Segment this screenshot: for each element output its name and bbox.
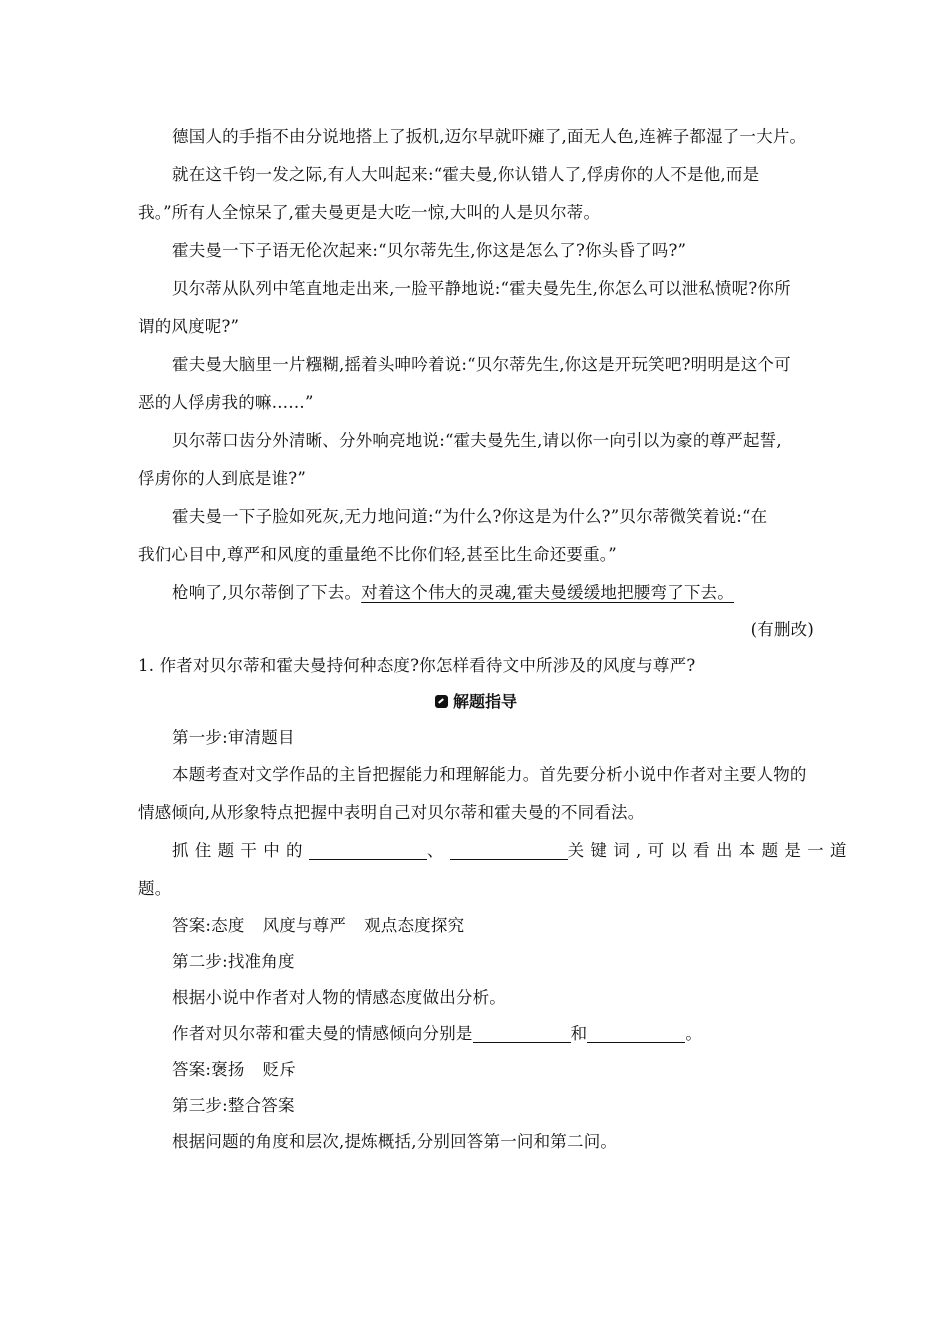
story-paragraph-5-line-2: 恶的人俘虏我的嘛……” [138,393,314,412]
step-2-answer [138,1052,814,1088]
answer-item-4: 褒扬 [211,1060,245,1079]
fill-prompt-text-2: 关键词,可以看出本题是一道 [567,841,853,860]
fill-and: 和 [570,1024,588,1043]
story-paragraph-2-line-1: 就在这千钧一发之际,有人大叫起来:“霍夫曼,你认错人了,俘虏你的人不是他,而是 [172,165,760,184]
guide-title-text: 解题指导 [452,692,517,711]
step-1-fill-line [138,832,853,870]
step-3-title: 第三步:整合答案 [172,1096,295,1115]
guide-title [138,684,814,720]
question-1: 1. 作者对贝尔蒂和霍夫曼持何种态度?你怎样看待文中所涉及的风度与尊严? [138,656,696,675]
step-1-title: 第一步:审清题目 [172,728,295,747]
document-page [138,118,853,1160]
edit-note-icon [435,695,448,708]
fill-blank-keyword-1[interactable] [309,843,427,860]
fill-blank-attitude-2[interactable] [587,1026,685,1043]
story-paragraph-7-line-1: 霍夫曼一下子脸如死灰,无力地问道:“为什么?你这是为什么?”贝尔蒂微笑着说:“在 [172,507,768,526]
step-2-fill-line [138,1016,814,1052]
answer-item-5: 贬斥 [262,1060,296,1079]
fill-separator: 、 [426,841,450,860]
source-note: (有删改) [750,620,814,639]
step-1-fill-line-end: 题。 [138,879,172,898]
step-2-paragraph: 根据小说中作者对人物的情感态度做出分析。 [172,988,506,1007]
story-paragraph-3: 霍夫曼一下子语无伦次起来:“贝尔蒂先生,你这是怎么了?你头昏了吗?” [172,241,687,260]
story-paragraph-7-line-2: 我们心目中,尊严和风度的重量绝不比你们轻,甚至比生命还要重。” [138,545,617,564]
story-paragraph-4-line-2: 谓的风度呢?” [138,317,240,336]
fill-blank-keyword-2[interactable] [450,843,568,860]
underlined-sentence: 对着这个伟大的灵魂,霍夫曼缓缓地把腰弯了下去。 [361,583,735,602]
fill-prompt-text: 抓住题干中的 [172,841,309,860]
fill-end: 。 [685,1024,703,1043]
story-paragraph-6-line-1: 贝尔蒂口齿分外清晰、分外响亮地说:“霍夫曼先生,请以你一向引以为豪的尊严起誓, [172,431,782,450]
step-1-paragraph-line-2: 情感倾向,从形象特点把握中表明自己对贝尔蒂和霍夫曼的不同看法。 [138,803,645,822]
fill-prompt-text-3: 作者对贝尔蒂和霍夫曼的情感倾向分别是 [172,1024,473,1043]
story-paragraph-6-line-2: 俘虏你的人到底是谁?” [138,469,306,488]
step-3-paragraph: 根据问题的角度和层次,提炼概括,分别回答第一问和第二问。 [172,1132,618,1151]
story-paragraph-8 [138,574,814,612]
answer-item-1: 态度 [211,916,245,935]
story-paragraph-2-line-2: 我。”所有人全惊呆了,霍夫曼更是大吃一惊,大叫的人是贝尔蒂。 [138,203,601,222]
step-1-paragraph-line-1: 本题考查对文学作品的主旨把握能力和理解能力。首先要分析小说中作者对主要人物的 [172,765,807,784]
story-ending-text: 枪响了,贝尔蒂倒了下去。 [172,583,362,602]
step-1-answer [138,908,814,944]
answer-label: 答案: [172,916,212,935]
fill-blank-attitude-1[interactable] [473,1026,571,1043]
answer-item-2: 风度与尊严 [262,916,347,935]
story-paragraph-1: 德国人的手指不由分说地搭上了扳机,迈尔早就吓瘫了,面无人色,连裤子都湿了一大片。 [172,127,807,146]
story-paragraph-5-line-1: 霍夫曼大脑里一片糨糊,摇着头呻吟着说:“贝尔蒂先生,你这是开玩笑吧?明明是这个可 [172,355,791,374]
step-2-title: 第二步:找准角度 [172,952,295,971]
answer-label-2: 答案: [172,1060,212,1079]
story-paragraph-4-line-1: 贝尔蒂从队列中笔直地走出来,一脸平静地说:“霍夫曼先生,你怎么可以泄私愤呢?你所 [172,279,791,298]
answer-item-3: 观点态度探究 [364,916,465,935]
